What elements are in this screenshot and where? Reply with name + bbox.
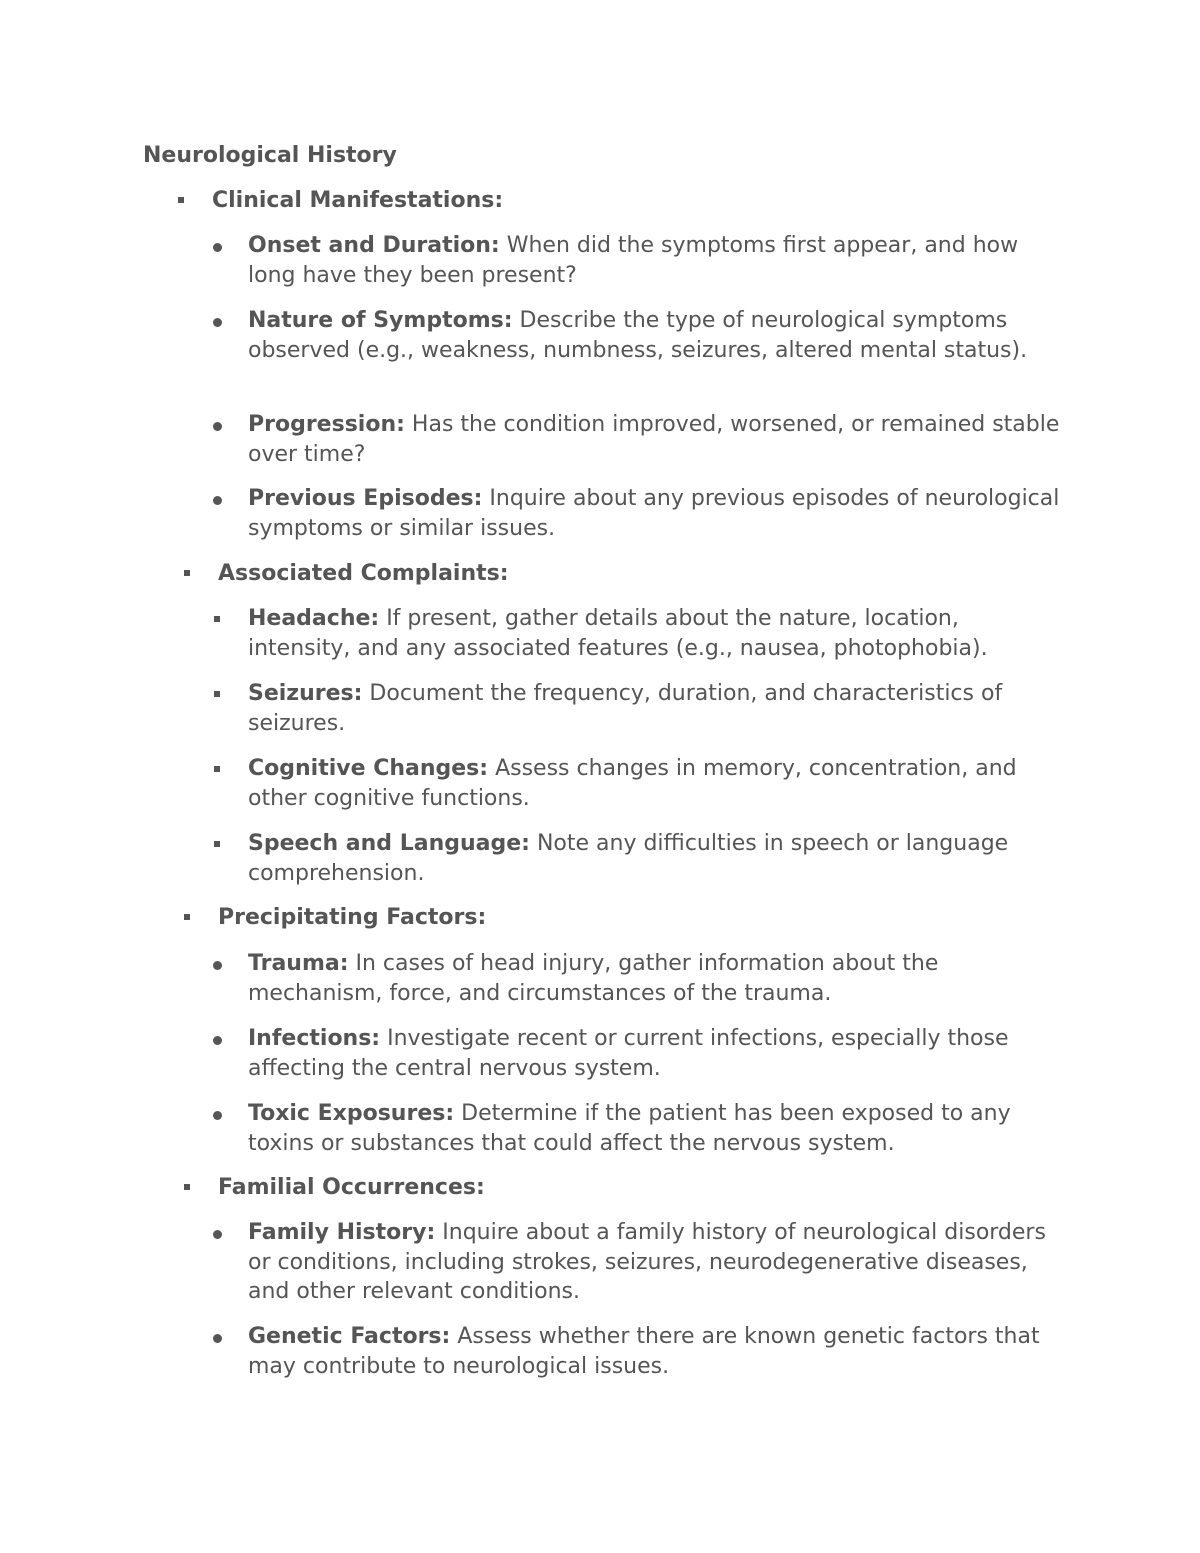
document-title: Neurological History xyxy=(143,143,397,168)
square-bullet-icon xyxy=(184,570,190,576)
square-bullet-icon xyxy=(214,691,220,697)
item-label: Seizures: xyxy=(248,681,363,706)
disc-bullet-icon xyxy=(213,961,222,970)
item-label: Previous Episodes: xyxy=(248,486,483,511)
square-bullet-icon xyxy=(214,766,220,772)
disc-bullet-icon xyxy=(213,1230,222,1239)
list-item-text xyxy=(248,949,1063,1008)
item-label: Headache: xyxy=(248,606,380,631)
list-item-text xyxy=(248,1322,1063,1381)
item-description: Note any difficulties in speech or language comprehension. xyxy=(248,831,1009,886)
item-label: Trauma: xyxy=(248,951,349,976)
section-heading: Precipitating Factors: xyxy=(218,905,487,930)
item-description: If present, gather details about the nature, location, intensity, and any associated features (e.g., nausea, photophobia). xyxy=(248,606,988,661)
disc-bullet-icon xyxy=(213,496,222,505)
item-label: Genetic Factors: xyxy=(248,1324,451,1349)
item-description: Investigate recent or current infections, especially those affecting the central nervous system. xyxy=(248,1026,1009,1081)
item-description: Assess whether there are known genetic factors that may contribute to neurological issues. xyxy=(248,1324,1040,1379)
item-label: Progression: xyxy=(248,412,405,437)
list-item-text xyxy=(248,484,1063,543)
disc-bullet-icon xyxy=(213,243,222,252)
item-label: Cognitive Changes: xyxy=(248,756,489,781)
item-description: Inquire about any previous episodes of neurological symptoms or similar issues. xyxy=(248,486,1060,541)
item-label: Nature of Symptoms: xyxy=(248,308,513,333)
list-item-text xyxy=(248,754,1063,813)
item-label: Family History: xyxy=(248,1220,436,1245)
list-item-text xyxy=(248,1024,1063,1083)
disc-bullet-icon xyxy=(213,1036,222,1045)
list-item-text xyxy=(248,306,1063,365)
item-description: When did the symptoms first appear, and how long have they been present? xyxy=(248,233,1019,288)
list-item-text xyxy=(248,231,1063,290)
item-description: Describe the type of neurological symptoms observed (e.g., weakness, numbness, seizures, altered mental status). xyxy=(248,308,1028,363)
list-item-text xyxy=(248,1099,1063,1158)
square-bullet-icon xyxy=(214,616,220,622)
item-label: Speech and Language: xyxy=(248,831,530,856)
item-description: Has the condition improved, worsened, or remained stable over time? xyxy=(248,412,1060,467)
item-description: Assess changes in memory, concentration, and other cognitive functions. xyxy=(248,756,1017,811)
square-bullet-icon xyxy=(214,841,220,847)
square-bullet-icon xyxy=(178,197,184,203)
section-heading: Clinical Manifestations: xyxy=(212,188,504,213)
list-item-text xyxy=(248,604,1063,663)
square-bullet-icon xyxy=(184,914,190,920)
item-description: Document the frequency, duration, and characteristics of seizures. xyxy=(248,681,1003,736)
list-item-text xyxy=(248,410,1063,469)
list-item-text xyxy=(248,829,1063,888)
item-label: Toxic Exposures: xyxy=(248,1101,455,1126)
disc-bullet-icon xyxy=(213,422,222,431)
item-description: In cases of head injury, gather information about the mechanism, force, and circumstances of the trauma. xyxy=(248,951,939,1006)
item-description: Determine if the patient has been exposed to any toxins or substances that could affect the nervous system. xyxy=(248,1101,1011,1156)
disc-bullet-icon xyxy=(213,1334,222,1343)
item-description: Inquire about a family history of neurological disorders or conditions, including strokes, seizures, neurodegenerative diseases, and other relevant conditions. xyxy=(248,1220,1046,1304)
disc-bullet-icon xyxy=(213,318,222,327)
section-heading: Associated Complaints: xyxy=(218,561,509,586)
section-heading: Familial Occurrences: xyxy=(218,1175,485,1200)
item-label: Onset and Duration: xyxy=(248,233,500,258)
list-item-text xyxy=(248,1218,1063,1307)
list-item-text xyxy=(248,679,1063,738)
square-bullet-icon xyxy=(184,1184,190,1190)
item-label: Infections: xyxy=(248,1026,381,1051)
disc-bullet-icon xyxy=(213,1111,222,1120)
